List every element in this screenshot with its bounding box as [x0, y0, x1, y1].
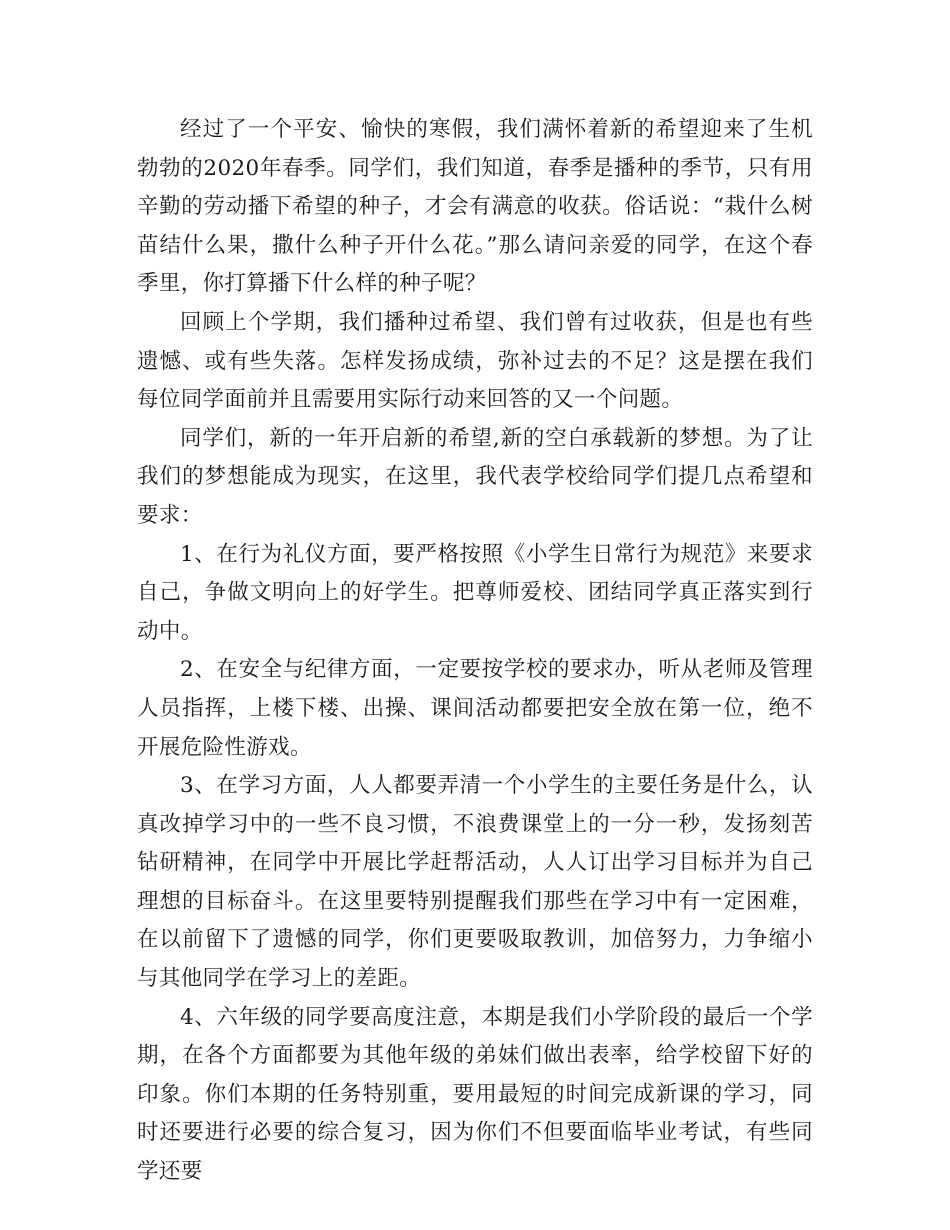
paragraph-7: 4、六年级的同学要高度注意，本期是我们小学阶段的最后一个学期，在各个方面都要为其他年级的弟妹们做出表率，给学校留下好的印象。你们本期的任务特别重，要用最短的时间完成新课的学习，同时还要进行必要的综合复习，因为你们不但要面临毕业考试，有些同学还要 — [137, 1004, 813, 1185]
paragraph-2: 回顾上个学期，我们播种过希望、我们曾有过收获，但是也有些遗憾、或有些失落。怎样发扬成绩，弥补过去的不足？这是摆在我们每位同学面前并且需要用实际行动来回答的又一个问题。 — [137, 309, 813, 413]
paragraph-1: 经过了一个平安、愉快的寒假，我们满怀着新的希望迎来了生机勃勃的2020年春季。同学们，我们知道，春季是播种的季节，只有用辛勤的劳动播下希望的种子，才会有满意的收获。俗话说：“栽什么树苗结什么果，撒什么种子开什么花。”那么请问亲爱的同学，在这个春季里，你打算播下什么样的种子呢？ — [137, 117, 813, 297]
paragraph-6: 3、在学习方面，人人都要弄清一个小学生的主要任务是什么，认真改掉学习中的一些不良习惯，不浪费课堂上的一分一秒，发扬刻苦钻研精神，在同学中开展比学赶帮活动，人人订出学习目标并为自己理想的目标奋斗。在这里要特别提醒我们那些在学习中有一定困难，在以前留下了遗憾的同学，你们更要吸取教训，加倍努力，力争缩小与其他同学在学习上的差距。 — [137, 773, 813, 992]
paragraph-4: 1、在行为礼仪方面，要严格按照《小学生日常行为规范》来要求自己，争做文明向上的好学生。把尊师爱校、团结同学真正落实到行动中。 — [137, 541, 813, 644]
paragraph-3: 同学们，新的一年开启新的希望,新的空白承载新的梦想。为了让我们的梦想能成为现实，在这里，我代表学校给同学们提几点希望和要求： — [137, 425, 813, 528]
document-body — [137, 111, 813, 1192]
paragraph-5: 2、在安全与纪律方面，一定要按学校的要求办，听从老师及管理人员指挥，上楼下楼、出操、课间活动都要把安全放在第一位，绝不开展危险性游戏。 — [137, 657, 813, 760]
